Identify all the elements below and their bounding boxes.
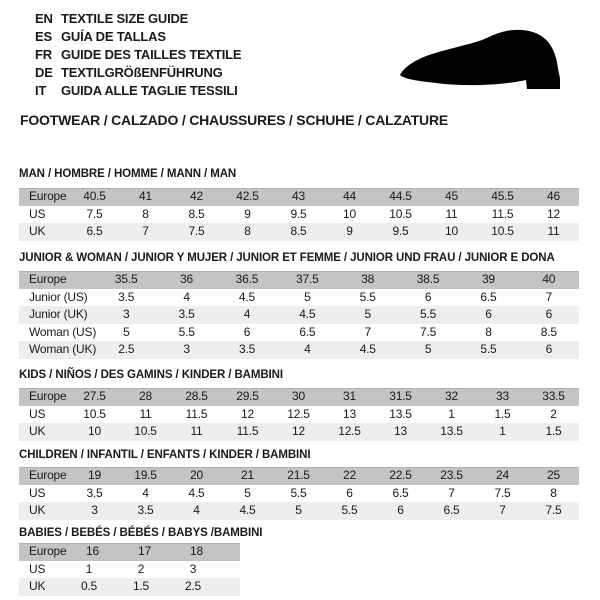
size-cell: 35.5 bbox=[114, 272, 138, 286]
row-label: UK bbox=[29, 224, 46, 238]
size-cell: 28.5 bbox=[185, 389, 208, 403]
size-cell: 6.5 bbox=[480, 289, 497, 304]
row-label: US bbox=[29, 406, 46, 421]
size-cell: 7.5 bbox=[188, 224, 205, 238]
table-row bbox=[19, 324, 579, 342]
size-cell: 9.5 bbox=[392, 224, 409, 238]
size-cell: 1.5 bbox=[132, 579, 150, 593]
size-table-babies bbox=[19, 543, 240, 596]
size-cell: 5 bbox=[424, 342, 432, 356]
size-table-man bbox=[19, 188, 579, 241]
size-cell: 19.5 bbox=[134, 468, 157, 482]
table-row bbox=[19, 206, 579, 224]
size-cell: 1.5 bbox=[545, 424, 562, 438]
size-cell: 3 bbox=[122, 307, 130, 321]
size-cell: 1.5 bbox=[494, 406, 511, 421]
table-row bbox=[19, 341, 579, 359]
size-cell: 44 bbox=[343, 189, 356, 203]
size-cell: 1 bbox=[448, 406, 455, 421]
size-cell: 4 bbox=[142, 485, 149, 500]
size-cell: 27.5 bbox=[83, 389, 106, 403]
row-label: Europe bbox=[29, 272, 67, 286]
language-row-de bbox=[35, 64, 241, 82]
size-cell: 6 bbox=[545, 307, 553, 321]
size-cell: 41 bbox=[139, 189, 152, 203]
size-cell: 3.5 bbox=[86, 485, 103, 500]
size-cell: 33.5 bbox=[542, 389, 565, 403]
row-label: US bbox=[29, 206, 46, 221]
size-cell: 13 bbox=[394, 424, 407, 438]
row-label: Europe bbox=[29, 544, 67, 558]
size-cell: 10.5 bbox=[491, 224, 514, 238]
row-label: UK bbox=[29, 503, 46, 517]
size-cell: 6.5 bbox=[299, 324, 316, 339]
table-row bbox=[19, 223, 579, 241]
size-cell: 7.5 bbox=[86, 206, 103, 221]
size-cell: 29.5 bbox=[236, 389, 259, 403]
size-table-children bbox=[19, 467, 579, 520]
section-title-kids: KIDS / NIÑOS / DES GAMINS / KINDER / BAMBINI bbox=[19, 369, 283, 381]
size-cell: 38.5 bbox=[416, 272, 440, 286]
size-cell: 9 bbox=[346, 224, 353, 238]
size-cell: 8 bbox=[485, 324, 492, 339]
table-header-row bbox=[19, 543, 240, 561]
size-table-junior-woman bbox=[19, 271, 579, 359]
size-cell: 21.5 bbox=[287, 468, 310, 482]
size-cell: 46 bbox=[547, 189, 560, 203]
row-label: Europe bbox=[29, 389, 67, 403]
size-cell: 4 bbox=[304, 342, 311, 356]
size-cell: 6.5 bbox=[443, 503, 460, 517]
language-title: GUÍA DE TALLAS bbox=[61, 29, 166, 44]
table-row bbox=[19, 485, 579, 503]
dress-shoe-icon bbox=[396, 26, 574, 96]
size-cell: 39 bbox=[481, 272, 495, 286]
size-cell: 16 bbox=[86, 544, 99, 558]
section-title-junior-woman: JUNIOR & WOMAN / JUNIOR Y MUJER / JUNIOR ET FEMME / JUNIOR UND FRAU / JUNIOR E DONA bbox=[19, 252, 555, 264]
size-cell: 11.5 bbox=[491, 206, 514, 221]
language-row-it bbox=[35, 82, 241, 100]
size-cell: 25 bbox=[547, 468, 560, 482]
size-cell: 3 bbox=[91, 503, 98, 517]
size-cell: 40 bbox=[542, 272, 556, 286]
size-cell: 3.5 bbox=[137, 503, 154, 517]
size-cell: 8 bbox=[244, 224, 251, 238]
size-cell: 6.5 bbox=[86, 224, 103, 238]
size-cell: 37.5 bbox=[296, 272, 319, 286]
size-cell: 5 bbox=[364, 307, 371, 321]
size-cell: 7 bbox=[499, 503, 506, 517]
size-cell: 10.5 bbox=[83, 406, 106, 421]
size-cell: 38 bbox=[361, 272, 375, 286]
size-cell: 33 bbox=[496, 389, 509, 403]
size-cell: 17 bbox=[138, 544, 151, 558]
language-code: EN bbox=[35, 11, 53, 26]
language-code: ES bbox=[35, 29, 52, 44]
size-cell: 7 bbox=[364, 324, 371, 339]
size-cell: 24 bbox=[496, 468, 509, 482]
size-cell: 30 bbox=[292, 389, 305, 403]
size-cell: 4.5 bbox=[299, 307, 316, 321]
size-cell: 31 bbox=[343, 389, 356, 403]
section-title-children: CHILDREN / INFANTIL / ENFANTS / KINDER / BAMBINI bbox=[19, 449, 311, 461]
size-cell: 7 bbox=[448, 485, 455, 500]
size-cell: 3 bbox=[183, 342, 190, 356]
size-cell: 36 bbox=[180, 272, 194, 286]
size-cell: 8.5 bbox=[290, 224, 307, 238]
size-cell: 42 bbox=[190, 189, 203, 203]
language-title: GUIDA ALLE TAGLIE TESSILI bbox=[61, 83, 238, 98]
size-cell: 12.5 bbox=[338, 424, 361, 438]
size-cell: 9 bbox=[244, 206, 251, 221]
row-label: UK bbox=[29, 424, 46, 438]
section-title-man: MAN / HOMBRE / HOMME / MANN / MAN bbox=[19, 168, 237, 180]
language-title: GUIDE DES TAILLES TEXTILE bbox=[61, 47, 242, 62]
language-code: DE bbox=[35, 65, 53, 80]
language-row-es bbox=[35, 28, 241, 46]
size-cell: 3.5 bbox=[238, 342, 256, 356]
size-cell: 3 bbox=[189, 561, 197, 576]
size-cell: 20 bbox=[190, 468, 203, 482]
size-cell: 5 bbox=[295, 503, 302, 517]
table-header-row bbox=[19, 188, 579, 206]
row-label: US bbox=[29, 561, 46, 576]
size-cell: 4 bbox=[193, 503, 200, 517]
row-label: UK bbox=[29, 579, 46, 593]
size-cell: 11 bbox=[445, 206, 458, 221]
size-cell: 2 bbox=[137, 561, 145, 576]
table-row bbox=[19, 406, 579, 424]
size-cell: 28 bbox=[139, 389, 152, 403]
size-cell: 2.5 bbox=[184, 579, 202, 593]
size-cell: 19 bbox=[88, 468, 101, 482]
size-cell: 0.5 bbox=[80, 579, 98, 593]
row-label: Junior (US) bbox=[29, 289, 88, 304]
size-cell: 40.5 bbox=[83, 189, 106, 203]
size-cell: 21 bbox=[241, 468, 254, 482]
size-cell: 4.5 bbox=[188, 485, 205, 500]
size-cell: 1 bbox=[85, 561, 93, 576]
size-cell: 8.5 bbox=[188, 206, 205, 221]
size-cell: 11 bbox=[190, 424, 203, 438]
language-code: IT bbox=[35, 83, 47, 98]
row-label: Woman (US) bbox=[29, 324, 97, 339]
section-title-babies: BABIES / BEBÉS / BÉBÉS / BABYS /BAMBINI bbox=[19, 527, 263, 539]
row-label: Junior (UK) bbox=[29, 307, 88, 321]
size-cell: 12 bbox=[292, 424, 305, 438]
size-cell: 11.5 bbox=[236, 424, 259, 438]
language-title: TEXTILGRÖßENFÜHRUNG bbox=[61, 65, 223, 80]
size-cell: 10 bbox=[445, 224, 458, 238]
table-header-row bbox=[19, 467, 579, 485]
size-cell: 36.5 bbox=[235, 272, 259, 286]
language-row-fr bbox=[35, 46, 241, 64]
size-cell: 6 bbox=[485, 307, 492, 321]
table-row bbox=[19, 423, 579, 441]
size-cell: 6 bbox=[424, 289, 432, 304]
size-cell: 18 bbox=[190, 544, 203, 558]
size-cell: 2.5 bbox=[118, 342, 135, 356]
category-header: FOOTWEAR / CALZADO / CHAUSSURES / SCHUHE / CALZATURE bbox=[20, 112, 449, 128]
size-cell: 6 bbox=[346, 485, 353, 500]
size-cell: 4 bbox=[243, 307, 251, 321]
size-cell: 11.5 bbox=[185, 406, 208, 421]
size-cell: 4.5 bbox=[238, 289, 255, 304]
size-cell: 10 bbox=[88, 424, 101, 438]
size-cell: 7 bbox=[142, 224, 149, 238]
size-cell: 23.5 bbox=[440, 468, 463, 482]
size-cell: 8.5 bbox=[540, 324, 557, 339]
table-row bbox=[19, 578, 240, 596]
size-cell: 6 bbox=[243, 324, 251, 339]
size-cell: 7.5 bbox=[420, 324, 437, 339]
size-cell: 32 bbox=[445, 389, 458, 403]
size-cell: 22.5 bbox=[389, 468, 412, 482]
size-cell: 10.5 bbox=[389, 206, 412, 221]
size-cell: 5 bbox=[123, 324, 130, 339]
table-row bbox=[19, 502, 579, 520]
language-title-list bbox=[35, 10, 241, 100]
size-cell: 45 bbox=[445, 189, 458, 203]
size-cell: 11 bbox=[547, 224, 560, 238]
row-label: Europe bbox=[29, 189, 67, 203]
size-cell: 5.5 bbox=[178, 324, 195, 339]
size-cell: 2 bbox=[550, 406, 557, 421]
size-cell: 4 bbox=[183, 289, 190, 304]
size-cell: 6 bbox=[397, 503, 404, 517]
size-cell: 31.5 bbox=[389, 389, 412, 403]
size-cell: 8 bbox=[142, 206, 149, 221]
size-cell: 13.5 bbox=[389, 406, 412, 421]
size-cell: 42.5 bbox=[236, 189, 259, 203]
size-cell: 12.5 bbox=[287, 406, 310, 421]
size-cell: 1 bbox=[499, 424, 506, 438]
size-cell: 5 bbox=[304, 289, 311, 304]
size-cell: 9.5 bbox=[290, 206, 307, 221]
size-cell: 5.5 bbox=[341, 503, 358, 517]
size-cell: 10.5 bbox=[134, 424, 157, 438]
size-cell: 3.5 bbox=[118, 289, 135, 304]
table-row bbox=[19, 561, 240, 579]
size-cell: 6.5 bbox=[392, 485, 409, 500]
row-label: US bbox=[29, 485, 46, 500]
size-cell: 4.5 bbox=[239, 503, 256, 517]
size-cell: 5.5 bbox=[420, 307, 437, 321]
size-cell: 12 bbox=[241, 406, 254, 421]
size-table-kids bbox=[19, 388, 579, 441]
size-cell: 7 bbox=[545, 289, 553, 304]
size-cell: 11 bbox=[139, 406, 152, 421]
size-cell: 7.5 bbox=[494, 485, 511, 500]
language-code: FR bbox=[35, 47, 52, 62]
size-cell: 44.5 bbox=[389, 189, 412, 203]
table-row bbox=[19, 306, 579, 324]
size-cell: 7.5 bbox=[545, 503, 562, 517]
language-title: TEXTILE SIZE GUIDE bbox=[61, 11, 189, 26]
size-cell: 10 bbox=[343, 206, 356, 221]
language-row-en bbox=[35, 10, 241, 28]
row-label: Woman (UK) bbox=[29, 342, 97, 356]
table-header-row bbox=[19, 388, 579, 406]
size-cell: 43 bbox=[292, 189, 305, 203]
size-cell: 45.5 bbox=[491, 189, 514, 203]
size-cell: 6 bbox=[545, 342, 553, 356]
size-cell: 22 bbox=[343, 468, 356, 482]
size-cell: 4.5 bbox=[359, 342, 376, 356]
size-cell: 5 bbox=[244, 485, 251, 500]
row-label: Europe bbox=[29, 468, 67, 482]
size-cell: 5.5 bbox=[290, 485, 307, 500]
size-cell: 3.5 bbox=[178, 307, 195, 321]
size-cell: 13.5 bbox=[440, 424, 463, 438]
size-cell: 5.5 bbox=[480, 342, 497, 356]
table-header-row bbox=[19, 271, 579, 289]
size-cell: 12 bbox=[547, 206, 560, 221]
size-cell: 5.5 bbox=[359, 289, 376, 304]
table-row bbox=[19, 289, 579, 307]
size-cell: 8 bbox=[550, 485, 557, 500]
size-cell: 13 bbox=[343, 406, 356, 421]
